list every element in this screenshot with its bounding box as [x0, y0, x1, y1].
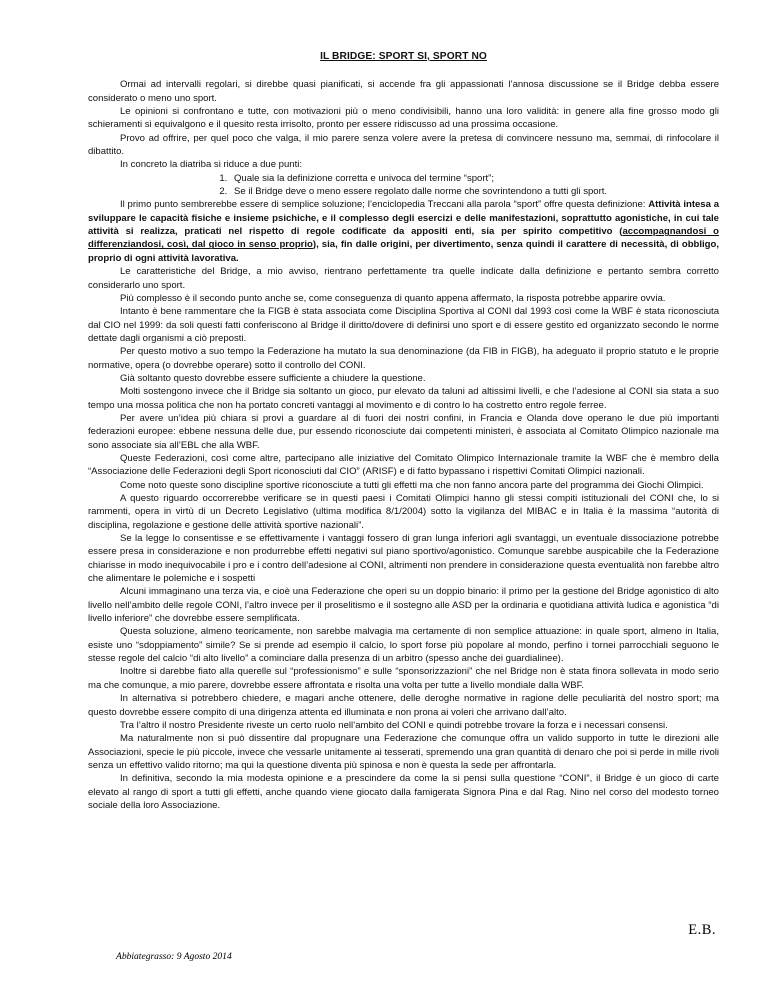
definition-underlined: accompagnandosi o differenziandosi, così, dal gioco in senso proprio	[88, 226, 719, 251]
document-date: Abbiategrasso: 9 Agosto 2014	[116, 951, 232, 962]
paragraph-3: Provo ad offrire, per quel poco che valga, il mio parere senza volere avere la pretesa di convincere nessuno ma, semmai, di rinfocolare il dibattito.	[88, 132, 719, 158]
paragraph-12: Per avere un’idea più chiara si provi a guardare al di fuori dei nostri confini, in Francia e Olanda dove operano le due più importanti federazioni europee: ebbene nessuna delle due, pur essendo riconosciute dai competenti ministeri, è associata al Comitato Olimpico nazionale ma sono associate sia all’EBL che alla WBF.	[88, 412, 719, 451]
document-title: IL BRIDGE: SPORT SI, SPORT NO	[320, 51, 487, 62]
paragraph-2: Le opinioni si confrontano e tutte, con motivazioni più o meno condivisibili, hanno una loro validità: in genere alla fine grosso modo gli schieramenti si equivalgono e il quesito resta irrisolto, pronto per essere ridiscusso ad una prossima occasione.	[88, 106, 719, 131]
definition-intro: Il primo punto sembrerebbe essere di semplice soluzione; l’enciclopedia Treccani alla parola “sport” offre questa definizione:	[120, 199, 649, 211]
paragraph-1: Ormai ad intervalli regolari, si direbbe quasi pianificati, si accende fra gli appassionati l’annosa discussione se il Bridge debba essere considerato o meno uno sport.	[88, 79, 719, 104]
paragraph-14: Come noto queste sono discipline sportive riconosciute a tutti gli effetti ma che non fanno ancora parte del programma dei Giochi Olimpici.	[120, 479, 704, 491]
paragraph-19: Inoltre si darebbe fiato alla querelle sul “professionismo” e sulle “sponsorizzazioni” che nel Bridge non è stata finora sollevata in modo serio ma che comunque, a mio parere, dovrebbe essere affrontata e risolta una volta per tutte a livello mondiale dalla WBF.	[88, 666, 719, 691]
paragraph-7: Più complesso è il secondo punto anche se, come conseguenza di quanto appena affermato, la risposta potrebbe apparire ovvia.	[120, 292, 666, 304]
paragraph-15: A questo riguardo occorrerebbe verificare se in questi paesi i Comitati Olimpici hanno gli stessi compiti istituzionali del CONI che, lo si rammenti, opera in virtù di un Decreto Legislativo (ultima modifica 8/1/2004) sotto la vigilanza del MIBAC e in Italia è la massima “autorità di disciplina, regolazione e gestione delle attività sportive nazionali”.	[88, 493, 719, 531]
paragraph-9: Per questo motivo a suo tempo la Federazione ha mutato la sua denominazione (da FIB in FIGB), ha adeguato il proprio statuto e le proprie normative, opera (o dovrebbe operare) sotto il controllo del CONI.	[88, 346, 719, 371]
paragraph-20: In alternativa si potrebbero chiedere, e magari anche ottenere, delle deroghe normative in ragione delle peculiarità del nostro sport; ma questo dovrebbe essere compito di una dirigenza attenta ed illuminata e non prona ai voleri che arrivano dall’alto.	[88, 693, 719, 718]
definition-text: Attività intesa a sviluppare le capacità fisiche e insieme psichiche, e il complesso degli esercizi e delle manifestazioni, soprattutto agonistiche, in cui tale attività si realizza, praticati nel rispetto di regole codificate da appositi enti, sia per spirito competitivo (	[88, 199, 720, 238]
paragraph-10: Già soltanto questo dovrebbe essere sufficiente a chiudere la questione.	[120, 372, 426, 384]
list-item: 2. Se il Bridge deve o meno essere regolato dalle norme che sovrintendono a tutti gli sport.	[230, 185, 719, 198]
list-item: 1. Quale sia la definizione corretta e univoca del termine “sport”;	[230, 172, 719, 185]
paragraph-6: Le caratteristiche del Bridge, a mio avviso, rientrano perfettamente tra quelle indicate dalla definizione e pertanto sembra corretto considerarlo uno sport.	[88, 266, 719, 291]
points-list	[88, 172, 719, 199]
paragraph-11: Molti sostengono invece che il Bridge sia soltanto un gioco, pur elevato da taluni ad altissimi livelli, e che l’adesione al CONI sia stata a suo tempo una mossa politica che non ha portato concreti vantaggi al movimento e di contro lo ha costretto entro regole ferree.	[88, 386, 719, 411]
paragraph-22: Ma naturalmente non si può dissentire dal propugnare una Federazione che comunque offra un valido supporto in tutte le direzioni alle Associazioni, specie le più piccole, invece che vessarle unitamente ai tesserati, spremendo una gran quantità di denaro che poi si perde in mille rivoli senza un effettivo valido ritorno; ma qui la questione diventa più spinosa e non è questa la sede per affrontarla.	[88, 733, 719, 771]
definition-end: ), sia, fin dalle origini, per divertimento, senza quindi il carattere di necessità, di obbligo, proprio di ogni attività lavorativa.	[88, 239, 719, 264]
paragraph-4: In concreto la diatriba si riduce a due punti:	[120, 159, 303, 171]
paragraph-23: In definitiva, secondo la mia modesta opinione e a prescindere da come la si pensi sulla questione “CONI”, il Bridge è un gioco di carte elevato al rango di sport a tutti gli effetti, anche quando viene giocato dalla famigerata Signora Pina e dal Rag. Nino nel corso del modesto torneo sociale della loro Associazione.	[88, 773, 719, 811]
paragraph-16: Se la legge lo consentisse e se effettivamente i vantaggi fossero di gran lunga inferiori agli svantaggi, un eventuale dissociazione potrebbe essere presa in considerazione e non produrrebbe effetti negativi sul piano sportivo/agonistico. Comunque sarebbe auspicabile che la Federazione chiarisse in modo inequivocabile i pro e i contro dell’adesione al CONI, altrimenti non prendere in considerazione questa eventualità non farebbe altro che alimentare le polemiche e i sospetti	[88, 533, 719, 585]
paragraph-18: Questa soluzione, almeno teoricamente, non sarebbe malvagia ma certamente di non semplice attuazione: in quale sport, almeno in Italia, esiste uno “sdoppiamento” simile? Se si prende ad esempio il calcio, lo sport forse più popolare al mondo, perfino i tornei parrocchiali seguono le stesse regole del calcio “di alto livello” a cominciare dalla presenza di un arbitro (spesso anche dei guardialinee).	[88, 626, 719, 665]
paragraph-21: Tra l’altro il nostro Presidente riveste un certo ruolo nell’ambito del CONI e quindi potrebbe trovare la forza e i necessari consensi.	[120, 719, 668, 731]
paragraph-8: Intanto è bene rammentare che la FIGB è stata associata come Disciplina Sportiva al CONI dal 1993 così come la WBF è stata riconosciuta dal CIO nel 1999: da soli questi fatti conferiscono al Bridge il diritto/dovere di definirsi uno sport e di essere gestito ed organizzato secondo le norme dettate dagli organismi a ciò preposti.	[88, 306, 719, 344]
paragraph-17: Alcuni immaginano una terza via, e cioè una Federazione che operi su un doppio binario: il primo per la gestione del Bridge agonistico di alto livello nell’ambito delle regole CONI, l’altro invece per il proselitismo e il sostegno alle ASD per la ordinaria e quotidiana attività ludica e agonistica “di livello inferiore” che dovrebbe essere semplificata.	[88, 586, 719, 625]
paragraph-13: Queste Federazioni, così come altre, partecipano alle iniziative del Comitato Olimpico Internazionale tramite la WBF che è membro della “Associazione delle Federazioni degli Sport riconosciuti dal CIO” (ARISF) e di fatto bypassano i rispettivi Comitati Olimpici nazionali.	[88, 452, 719, 478]
paragraph-5-definition	[88, 198, 719, 265]
author-signature: E.B.	[688, 922, 716, 938]
